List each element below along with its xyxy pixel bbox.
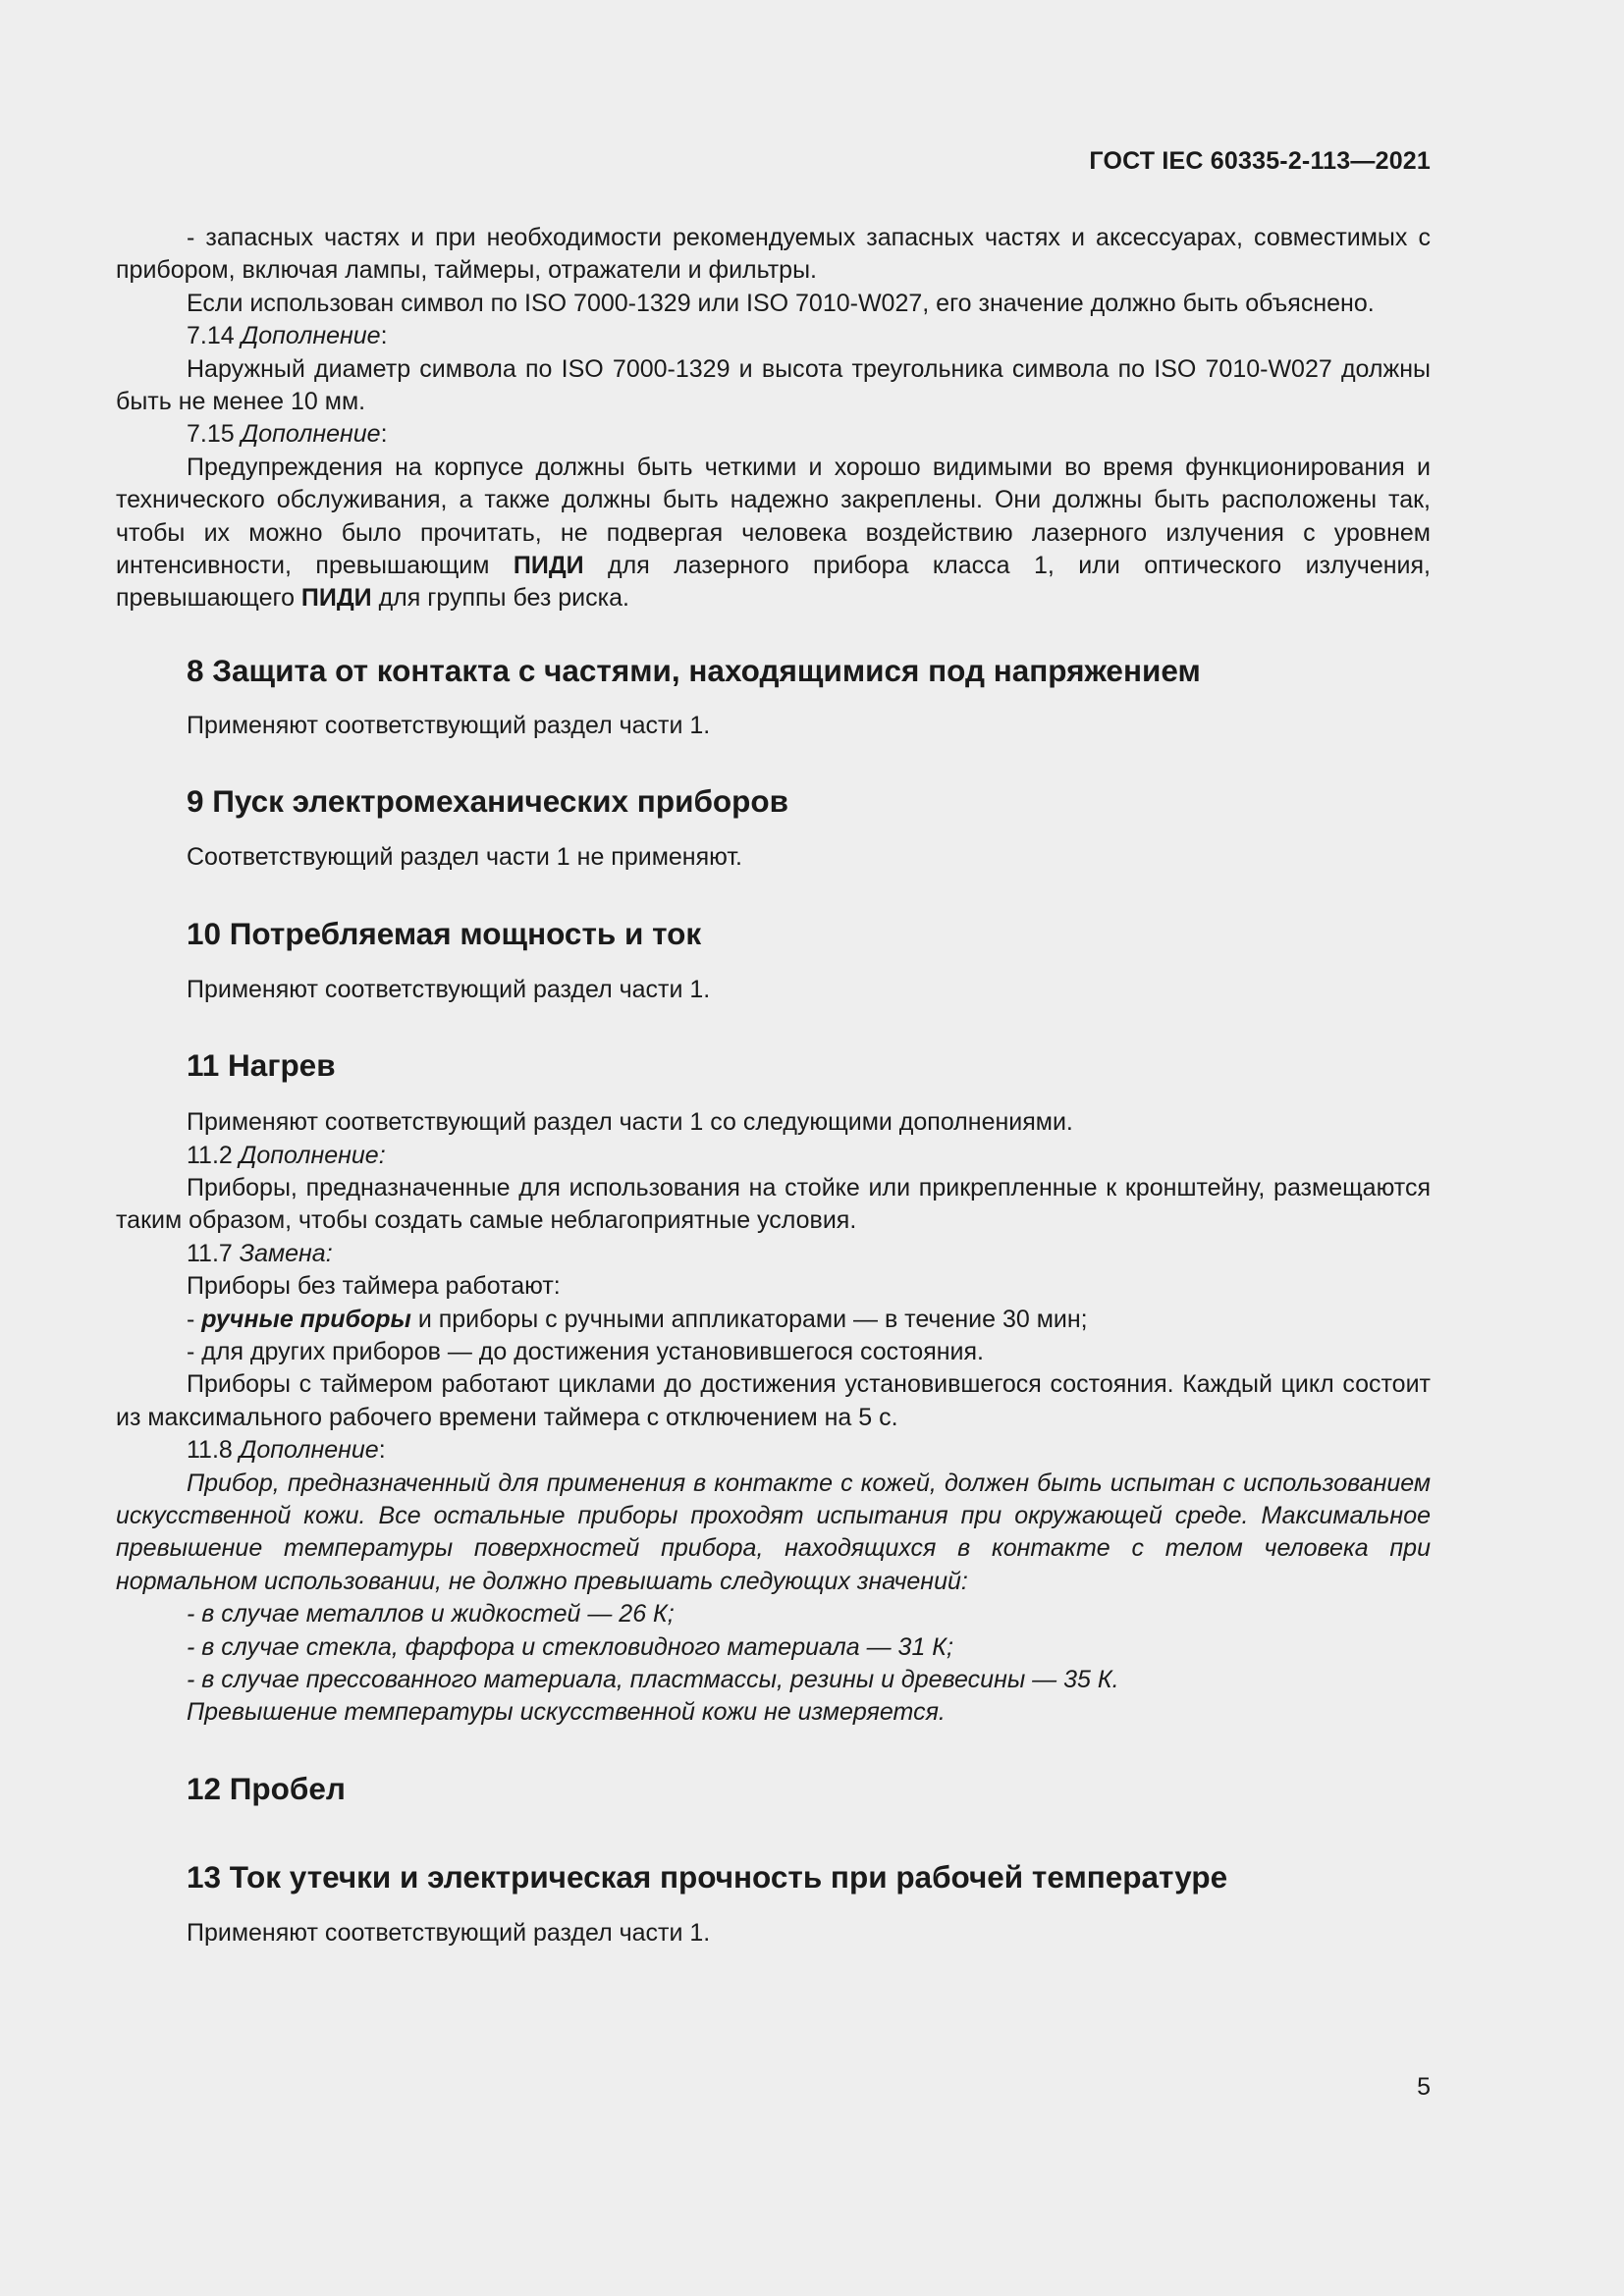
section-13-heading: 13 Ток утечки и электрическая прочность при рабочей температуре xyxy=(187,1858,1228,1895)
page-body xyxy=(116,222,1431,1949)
section-11-heading: 11 Нагрев xyxy=(187,1047,336,1084)
clause-11-7-label xyxy=(116,1238,1431,1270)
clause-7-14-label xyxy=(116,320,1431,352)
section-10-text: Применяют соответствующий раздел части 1. xyxy=(187,975,711,1003)
section-13-text: Применяют соответствующий раздел части 1. xyxy=(187,1918,711,1947)
clause-11-2-label xyxy=(116,1140,1431,1172)
section-12-heading: 12 Пробел xyxy=(187,1770,346,1806)
list-dash: - xyxy=(187,1305,202,1333)
clause-number: 7.14 xyxy=(187,322,242,350)
clause-number: 11.8 xyxy=(187,1436,240,1465)
section-9-heading: 9 Пуск электромеханических приборов xyxy=(187,783,788,820)
handheld-term: ручные приборы xyxy=(201,1305,411,1333)
warnings-text-part-3: для группы без риска. xyxy=(371,584,629,613)
paragraph-rack-mounting: Приборы, предназначенные для использования на стойке или прикрепленные к кронштейну, размещаются таким образом, чтобы создать самые неблагоприятные условия. xyxy=(116,1173,1431,1235)
warnings-text-part-2: для лазерного прибора класса 1, или оптического излучения, превышающего xyxy=(116,552,1431,613)
clause-colon: : xyxy=(378,1436,386,1465)
clause-type: Дополнение xyxy=(241,322,381,350)
clause-number: 7.15 xyxy=(187,420,242,449)
handheld-text: и приборы с ручными аппликаторами — в течение 30 мин; xyxy=(410,1305,1088,1333)
clause-type: Дополнение xyxy=(239,1436,379,1465)
clause-type: Дополнение: xyxy=(239,1141,386,1169)
section-8-heading: 8 Защита от контакта с частями, находящимися под напряжением xyxy=(187,652,1201,688)
paragraph-artificial-skin-note: Превышение температуры искусственной кожи не измеряется. xyxy=(187,1698,946,1727)
clause-11-8-label xyxy=(116,1434,1431,1467)
clause-colon: : xyxy=(380,322,388,350)
clause-number: 11.7 xyxy=(187,1239,240,1267)
paragraph-no-timer: Приборы без таймера работают: xyxy=(187,1272,561,1301)
section-9-text: Соответствующий раздел части 1 не применяют. xyxy=(187,843,742,872)
page-number: 5 xyxy=(1417,2073,1431,2101)
clause-type: Дополнение xyxy=(241,420,381,449)
warnings-text-part-1: Предупреждения на корпусе должны быть четкими и хорошо видимыми во время функционирования и технического обслуживания, а также должны быть надежно закреплены. Они должны быть расположены так, чтобы их можно было прочитать, не подвергая человека воздействию лазерного излучения с уровнем интенсивности, превышающим xyxy=(116,453,1431,580)
clause-colon: : xyxy=(380,420,388,449)
pidi-term: ПИДИ xyxy=(513,552,584,580)
list-item-other-appliances: - для других приборов — до достижения установившегося состояния. xyxy=(187,1337,984,1365)
paragraph-warnings xyxy=(116,452,1431,615)
limit-glass: - в случае стекла, фарфора и стекловидного материала — 31 К; xyxy=(187,1632,953,1661)
paragraph-skin-contact: Прибор, предназначенный для применения в контакте с кожей, должен быть испытан с использованием искусственной кожи. Все остальные приборы проходят испытания при окружающей среде. Максимальное превышение температуры поверхностей прибора, находящихся в контакте с телом человека при нормальном использовании, не должно превышать следующих значений: xyxy=(116,1468,1431,1595)
clause-7-15-label xyxy=(116,418,1431,451)
limit-moulded-material: - в случае прессованного материала, пластмассы, резины и древесины — 35 К. xyxy=(187,1666,1119,1693)
section-11-intro: Применяют соответствующий раздел части 1 со следующими дополнениями. xyxy=(187,1108,1073,1137)
paragraph-symbol-size: Наружный диаметр символа по ISO 7000-1329 и высота треугольника символа по ISO 7010-W027 должны быть не менее 10 мм. xyxy=(116,354,1431,416)
limit-metals: - в случае металлов и жидкостей — 26 К; xyxy=(187,1600,675,1629)
section-8-text: Применяют соответствующий раздел части 1. xyxy=(187,711,711,739)
paragraph-spare-parts: - запасных частях и при необходимости рекомендуемых запасных частях и аксессуарах, совместимых с прибором, включая лампы, таймеры, отражатели и фильтры. xyxy=(116,224,1431,285)
list-item-handheld xyxy=(116,1304,1431,1336)
pidi-term: ПИДИ xyxy=(300,584,372,613)
clause-number: 11.2 xyxy=(187,1141,240,1169)
section-10-heading: 10 Потребляемая мощность и ток xyxy=(187,915,702,951)
paragraph-symbol-explanation: Если использован символ по ISO 7000-1329 или ISO 7010-W027, его значение должно быть объяснено. xyxy=(187,289,1375,317)
clause-type: Замена: xyxy=(239,1239,333,1267)
paragraph-timer-cycles: Приборы с таймером работают циклами до достижения установившегося состояния. Каждый цикл состоит из максимального рабочего времени таймера с отключением на 5 с. xyxy=(116,1370,1431,1431)
standard-number-header: ГОСТ IEC 60335-2-113—2021 xyxy=(1089,147,1431,175)
